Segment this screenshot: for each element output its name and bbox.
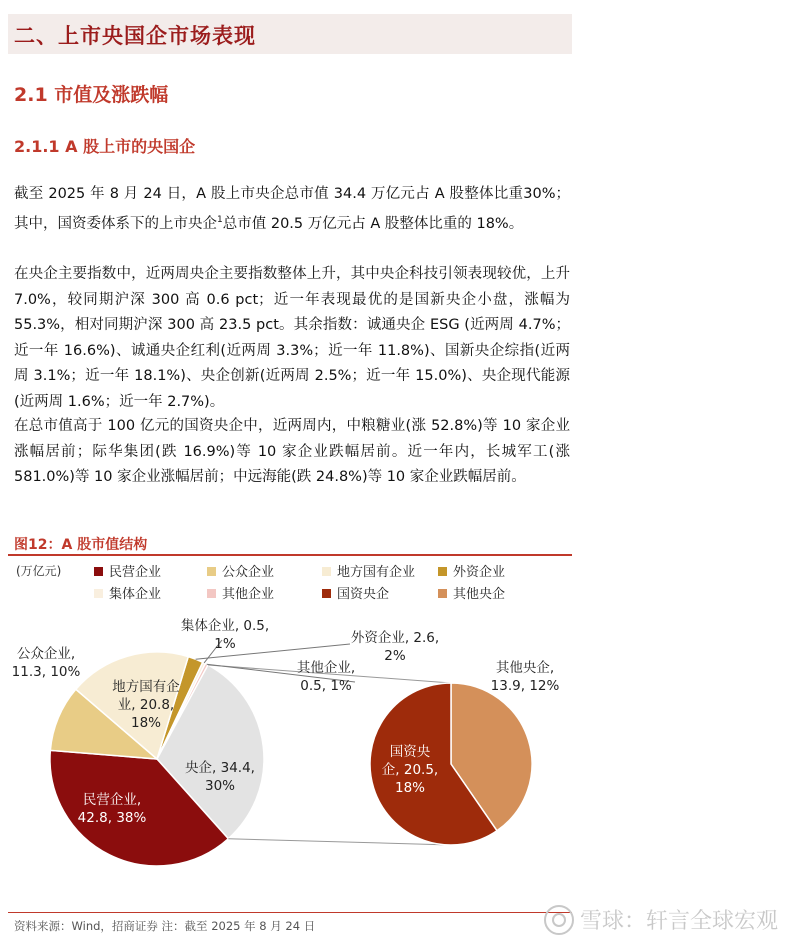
section-title: 二、上市央国企市场表现 bbox=[14, 24, 256, 48]
market-cap-pie-chart bbox=[0, 556, 572, 910]
subsubsection-title: 2.1.1 A 股上市的央国企 bbox=[14, 137, 196, 156]
paragraph-1-text-a: 截至 2025 年 8 月 24 日，A 股上市央企总市值 34.4 万亿元占 A 股整体比重30%；其中，国资委体系下的上市央企 bbox=[14, 186, 570, 232]
slice-label-国资央企: 国资央企, 20.5, 18% bbox=[381, 744, 439, 796]
paragraph-1-text-b: 总市值 20.5 万亿元占 A 股整体比重的 18%。 bbox=[222, 215, 524, 232]
legend-item-国资央企 bbox=[322, 586, 389, 602]
legend-item-公众企业 bbox=[207, 564, 274, 580]
legend-item-其他企业 bbox=[207, 586, 274, 602]
footer-rule bbox=[8, 912, 572, 913]
legend-item-外资企业 bbox=[438, 564, 505, 580]
legend-item-其他央企 bbox=[438, 586, 505, 602]
figure-title: 图12：A 股市值结构 bbox=[14, 537, 148, 553]
slice-label-民营企业: 民营企业, 42.8, 38% bbox=[77, 792, 147, 826]
legend-swatch bbox=[207, 589, 216, 598]
legend-swatch bbox=[207, 567, 216, 576]
slice-label-集体企业: 集体企业, 0.5, 1% bbox=[180, 618, 270, 652]
legend-label: 其他企业 bbox=[222, 587, 275, 602]
paragraph-3: 在总市值高于 100 亿元的国资央企中，近两周内，中粮糖业(涨 52.8%)等 10 家企业涨幅居前；际华集团(跌 16.9%)等 10 家企业跌幅居前。近一年内，长城军工(涨 581.0%)等 10 家企业涨幅居前；中远海能(跌 24.8%)等 10 家企业跌幅居前。 bbox=[14, 418, 570, 485]
legend-swatch bbox=[322, 567, 331, 576]
paragraph-2: 在央企主要指数中，近两周央企主要指数整体上升，其中央企科技引领表现较优，上升 7.0%，较同期沪深 300 高 0.6 pct；近一年表现最优的是国新央企小盘，涨幅为 55.3%，相对同期沪深 300 高 23.5 pct。其余指数：诚通央企 ESG (近两周 4.7%；近一年 16.6%)、诚通央企红利(近两周 3.3%；近一年 11.8%)、国新央企综指(近两周 3.1%；近一年 18.1%)、央企创新(近两周 2.5%；近一年 15.0%)、央企现代能源(近两周 1.6%；近一年 2.7%)。 bbox=[14, 266, 570, 410]
legend-item-集体企业 bbox=[94, 586, 161, 602]
paragraph-1 bbox=[14, 182, 570, 237]
xueqiu-logo-icon bbox=[544, 905, 574, 935]
watermark bbox=[544, 904, 778, 935]
legend-label: 其他央企 bbox=[453, 587, 506, 602]
slice-label-其他企业: 其他企业, 0.5, 1% bbox=[296, 660, 356, 694]
watermark-text: 雪球：轩言全球宏观 bbox=[579, 909, 778, 934]
legend-swatch bbox=[94, 567, 103, 576]
connector-line-bottom bbox=[228, 839, 451, 845]
legend-label: 地方国有企业 bbox=[337, 565, 416, 580]
chart-legend bbox=[94, 564, 505, 602]
legend-swatch bbox=[438, 589, 447, 598]
source-note: 资料来源：Wind，招商证券 注：截至 2025 年 8 月 24 日 bbox=[14, 919, 316, 933]
chart-unit-label: (万亿元) bbox=[16, 564, 62, 578]
subsection-title: 2.1 市值及涨跌幅 bbox=[14, 84, 169, 106]
slice-label-其他央企: 其他央企, 13.9, 12% bbox=[490, 660, 560, 694]
legend-label: 国资央企 bbox=[337, 587, 390, 602]
legend-swatch bbox=[94, 589, 103, 598]
legend-label: 民营企业 bbox=[109, 565, 162, 580]
slice-label-地方国有企业: 地方国有企业, 20.8, 18% bbox=[112, 679, 180, 731]
slice-label-公众企业: 公众企业, 11.3, 10% bbox=[11, 646, 81, 680]
footnote-marker[interactable]: 1 bbox=[217, 214, 223, 225]
legend-item-地方国有企业 bbox=[322, 564, 415, 580]
legend-swatch bbox=[322, 589, 331, 598]
slice-label-外资企业: 外资企业, 2.6, 2% bbox=[350, 630, 440, 664]
legend-label: 外资企业 bbox=[453, 565, 506, 580]
legend-item-民营企业 bbox=[94, 564, 161, 580]
legend-swatch bbox=[438, 567, 447, 576]
slice-label-央企: 央企, 34.4, 30% bbox=[185, 760, 255, 794]
legend-label: 集体企业 bbox=[109, 587, 162, 602]
legend-label: 公众企业 bbox=[222, 565, 275, 580]
